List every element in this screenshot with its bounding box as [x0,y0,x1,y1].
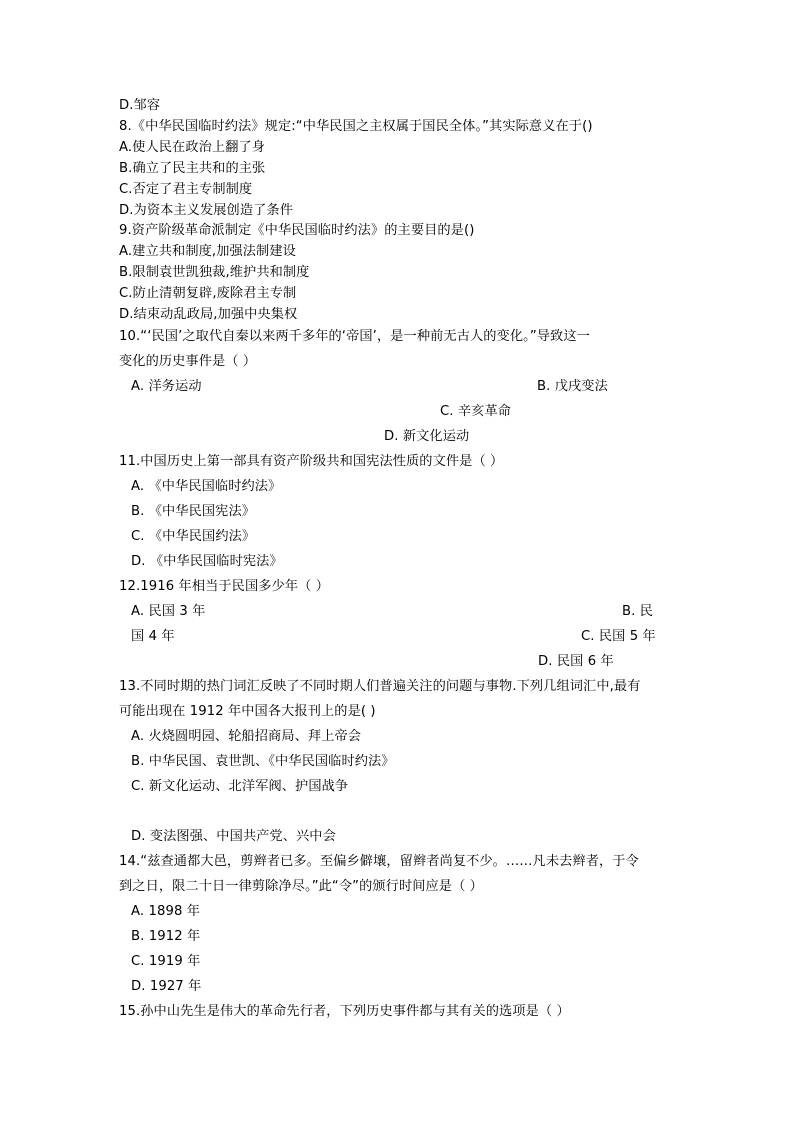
question-11-stem: 11.中国历史上第一部具有资产阶级共和国宪法性质的文件是（ ） [119,454,504,469]
question-8-option-a: A.使人民在政治上翻了身 [119,140,266,155]
question-13-option-c: C. 新文化运动、北洋军阀、护国战争 [131,779,349,794]
question-9-option-d: D.结束动乱政局,加强中央集权 [119,307,298,322]
question-11-option-b: B. 《中华民国宪法》 [131,504,256,519]
question-9-option-a: A.建立共和制度,加强法制建设 [119,244,296,259]
question-10-option-d: D. 新文化运动 [384,429,470,444]
question-8-option-d: D.为资本主义发展创造了条件 [119,203,293,218]
question-14-stem-line-1: 14.“兹查通都大邑，剪辫者已多。至偏乡僻壤，留辫者尚复不少。……凡未去辫者，于令 [119,854,639,869]
question-12-option-d: D. 民国 6 年 [538,654,614,669]
question-11-option-c: C. 《中华民国约法》 [131,529,256,544]
question-8-option-b: B.确立了民主共和的主张 [119,161,266,176]
question-13-stem-line-1: 13.不同时期的热门词汇反映了不同时期人们普遍关注的问题与事物.下列几组词汇中,最有 [119,679,641,694]
question-14-option-a: A. 1898 年 [131,904,201,919]
question-8-stem: 8.《中华民国临时约法》规定:“中华民国之主权属于国民全体。”其实际意义在于() [119,119,593,134]
question-11-option-d: D. 《中华民国临时宪法》 [131,554,283,569]
question-14-option-d: D. 1927 年 [131,979,202,994]
question-9-stem: 9.资产阶级革命派制定《中华民国临时约法》的主要目的是() [119,223,475,238]
question-10-option-c: C. 辛亥革命 [440,404,512,419]
question-14-stem-line-2: 到之日，限二十日一律剪除净尽。”此“令”的颁行时间应是（ ） [119,879,483,894]
question-11-option-a: A. 《中华民国临时约法》 [131,479,282,494]
question-13-option-a: A. 火烧圆明园、轮船招商局、拜上帝会 [131,729,362,744]
question-10-stem-line-1: 10.“‘民国’之取代自秦以来两千多年的‘帝国’，是一种前无古人的变化。”导致这一 [119,329,590,344]
question-13-stem-line-2: 可能出现在 1912 年中国各大报刊上的是( ) [119,704,376,719]
question-12-option-a: A. 民国 3 年 [131,604,206,619]
question-12-option-c: C. 民国 5 年 [581,629,656,644]
question-12-option-b-part-1: B. 民 [622,604,654,619]
question-12-stem: 12.1916 年相当于民国多少年（ ） [119,579,329,594]
question-9-option-b: B.限制袁世凯独裁,维护共和制度 [119,265,310,280]
question-10-option-a: A. 洋务运动 [131,379,202,394]
question-9-option-c: C.防止清朝复辟,废除君主专制 [119,286,297,301]
question-13-option-d: D. 变法图强、中国共产党、兴中会 [131,829,336,844]
question-10-option-b: B. 戊戌变法 [537,379,608,394]
question-13-option-b: B. 中华民国、袁世凯、《中华民国临时约法》 [131,754,395,769]
question-15-stem: 15.孙中山先生是伟大的革命先行者，下列历史事件都与其有关的选项是（ ） [119,1004,570,1019]
question-12-option-b-part-2: 国 4 年 [131,629,175,644]
question-14-option-b: B. 1912 年 [131,929,201,944]
option-d-zourong: D.邹容 [119,98,161,113]
question-14-option-c: C. 1919 年 [131,954,201,969]
question-8-option-c: C.否定了君主专制制度 [119,182,253,197]
question-10-stem-line-2: 变化的历史事件是（ ） [119,354,257,369]
